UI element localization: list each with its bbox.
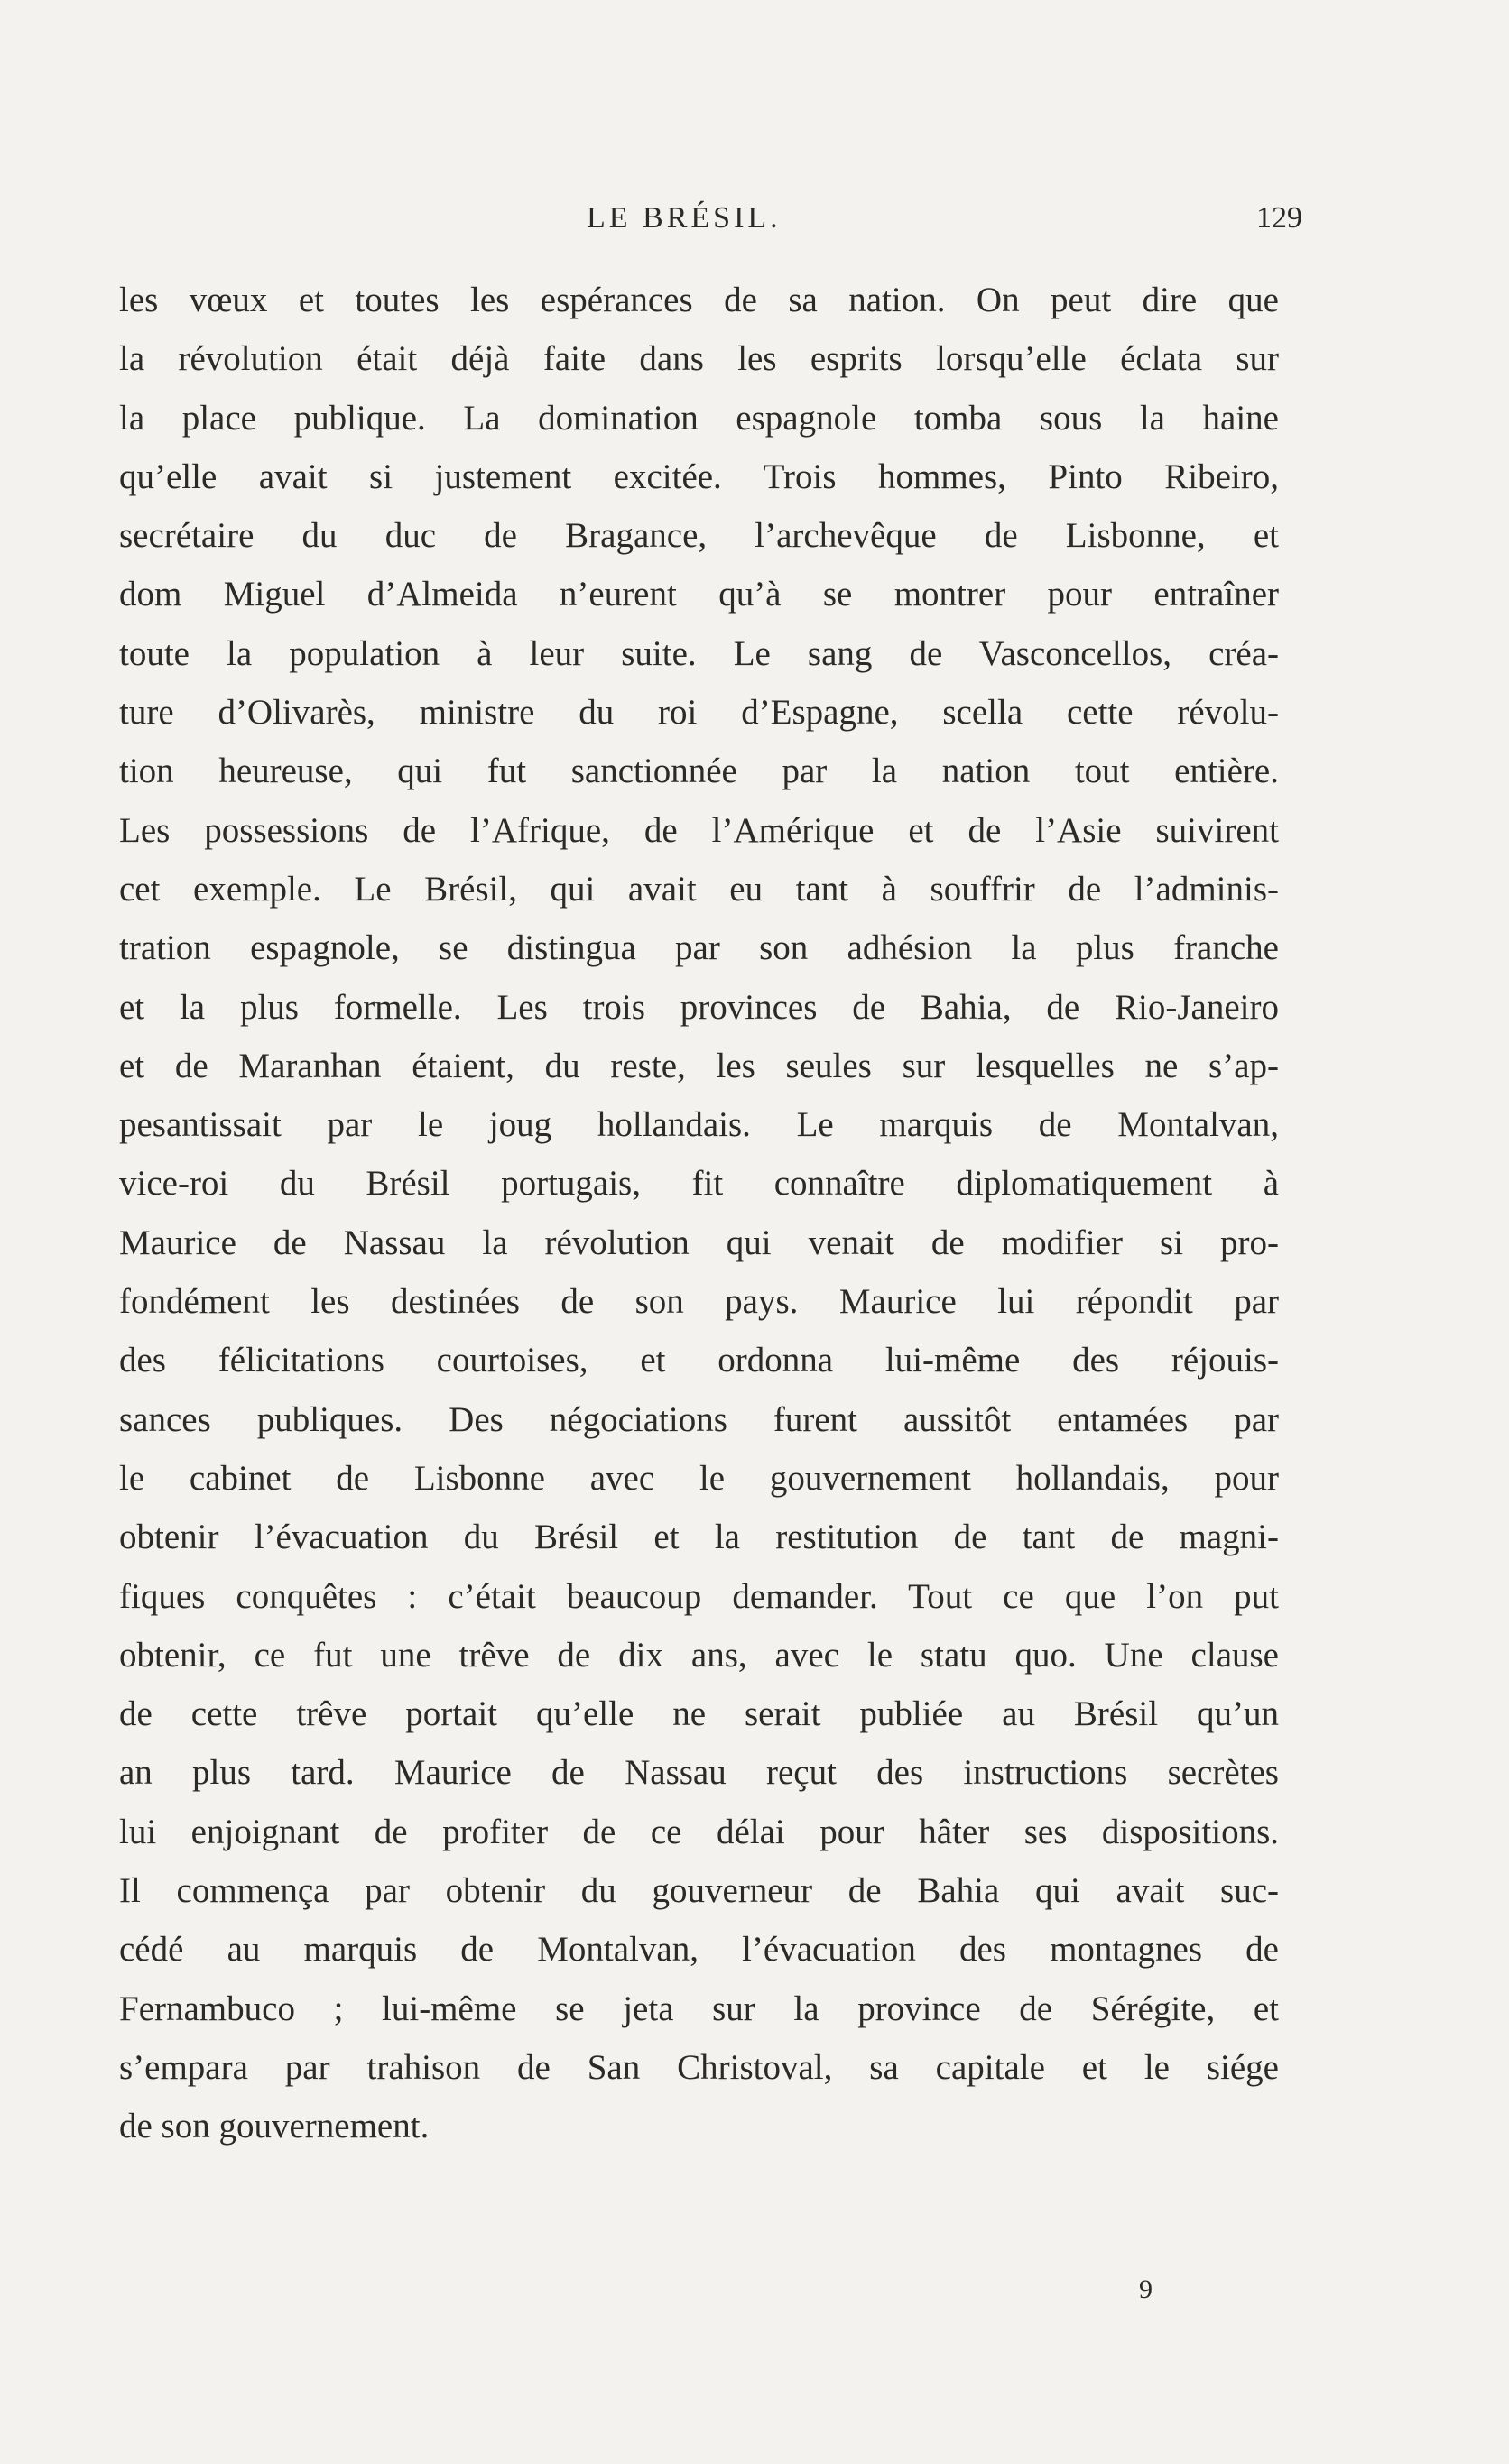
text-line: qu’elle avait si justement excitée. Trois hommes, Pinto Ribeiro, <box>119 457 1279 496</box>
text-line: secrétaire du duc de Bragance, l’archevêque de Lisbonne, et <box>119 516 1279 556</box>
text-line: toute la population à leur suite. Le sang de Vasconcellos, créa- <box>119 633 1279 673</box>
text-line: le cabinet de Lisbonne avec le gouvernement hollandais, pour <box>119 1458 1279 1498</box>
text-line: Les possessions de l’Afrique, de l’Amérique et de l’Asie suivirent <box>119 810 1279 850</box>
text-line: et de Maranhan étaient, du reste, les seules sur lesquelles ne s’ap- <box>119 1046 1279 1085</box>
text-line: dom Miguel d’Almeida n’eurent qu’à se montrer pour entraîner <box>119 575 1279 614</box>
text-line: Fernambuco ; lui-même se jeta sur la province de Sérégite, et <box>119 1989 1279 2028</box>
page-number: 129 <box>1256 201 1302 235</box>
text-line: les vœux et toutes les espérances de sa nation. On peut dire que <box>119 281 1279 319</box>
text-line: tion heureuse, qui fut sanctionnée par la nation tout entière. <box>119 752 1279 791</box>
text-line: la révolution était déjà faite dans les esprits lorsqu’elle éclata sur <box>119 339 1279 379</box>
text-line: obtenir, ce fut une trêve de dix ans, avec le statu quo. Une clause <box>119 1635 1279 1675</box>
text-line: sances publiques. Des négociations furent aussitôt entamées par <box>119 1399 1279 1439</box>
text-line: ture d’Olivarès, ministre du roi d’Espagne, scella cette révolu- <box>119 693 1279 733</box>
text-line: Maurice de Nassau la révolution qui venait de modifier si pro- <box>119 1223 1279 1262</box>
text-line: cédé au marquis de Montalvan, l’évacuation des montagnes de <box>119 1930 1279 1970</box>
text-line: et la plus formelle. Les trois provinces de Bahia, de Rio-Janeiro <box>119 987 1279 1027</box>
signature-mark: 9 <box>1139 2275 1153 2304</box>
text-line: fondément les destinées de son pays. Maurice lui répondit par <box>119 1282 1279 1322</box>
text-line: vice-roi du Brésil portugais, fit connaître diplomatiquement à <box>119 1164 1279 1204</box>
text-line: cet exemple. Le Brésil, qui avait eu tant à souffrir de l’adminis- <box>119 869 1279 909</box>
text-line: obtenir l’évacuation du Brésil et la restitution de tant de magni- <box>119 1518 1279 1557</box>
text-line: fiques conquêtes : c’était beaucoup demander. Tout ce que l’on put <box>119 1576 1279 1616</box>
text-line: la place publique. La domination espagnole tomba sous la haine <box>119 398 1279 438</box>
body-text <box>119 271 1279 2156</box>
text-line: lui enjoignant de profiter de ce délai pour hâter ses dispositions. <box>119 1812 1279 1851</box>
text-line: Il commença par obtenir du gouverneur de Bahia qui avait suc- <box>119 1871 1279 1911</box>
text-line: s’empara par trahison de San Christoval, sa capitale et le siége <box>119 2047 1279 2087</box>
running-head <box>0 200 1509 236</box>
text-line: des félicitations courtoises, et ordonna lui-même des réjouis- <box>119 1341 1279 1380</box>
text-line: pesantissait par le joug hollandais. Le marquis de Montalvan, <box>119 1105 1279 1145</box>
text-line: de son gouvernement. <box>119 2107 430 2146</box>
running-title: LE BRÉSIL. <box>587 201 782 235</box>
text-line: de cette trêve portait qu’elle ne serait publiée au Brésil qu’un <box>119 1694 1279 1734</box>
text-line: tration espagnole, se distingua par son adhésion la plus franche <box>119 928 1279 968</box>
text-line: an plus tard. Maurice de Nassau reçut des instructions secrètes <box>119 1753 1279 1793</box>
